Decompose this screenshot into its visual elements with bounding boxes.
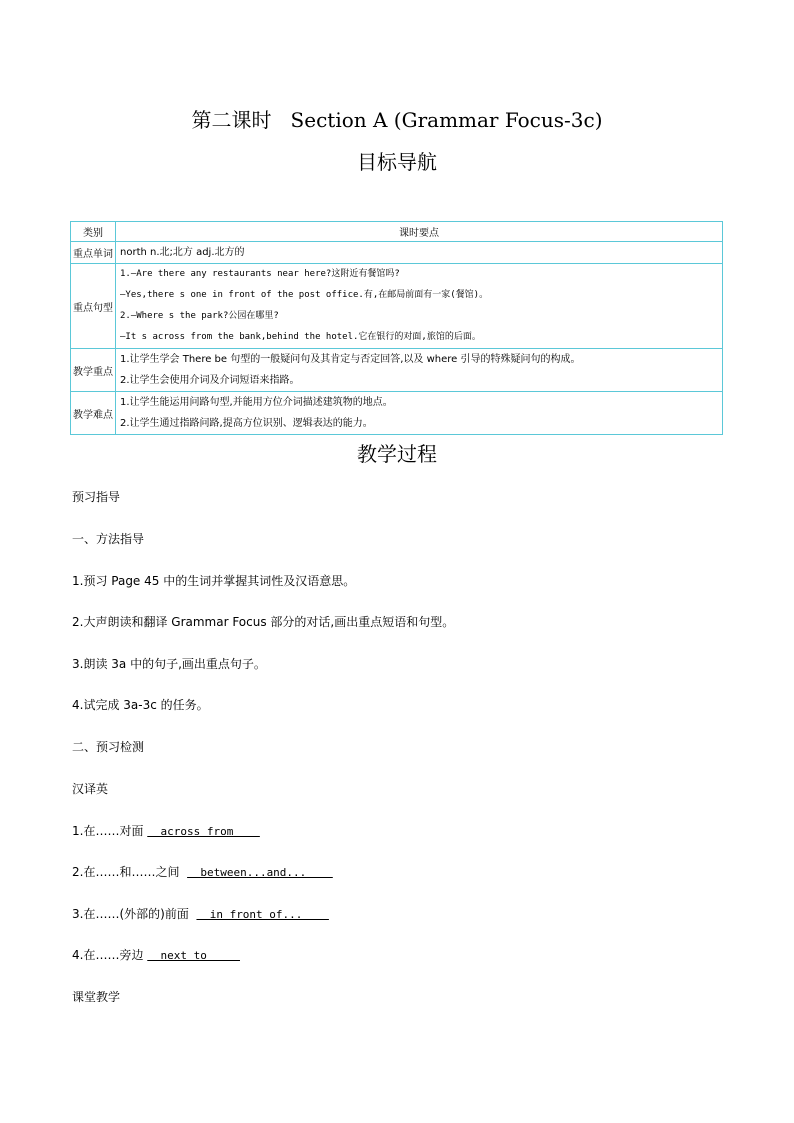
subtitle: 目标导航 [357,150,437,174]
translate-answer: between...and... [187,866,333,879]
table-header-row [71,222,723,242]
translate-item [72,822,260,839]
row-line: 1.让学生能运用问路句型,并能用方位介词描述建筑物的地点。 [120,397,393,408]
translate-answer: next to [147,949,240,962]
page-title: 第二课时 Section A (Grammar Focus-3c) [191,108,603,132]
method-item: 4.试完成 3a-3c 的任务。 [72,698,209,712]
table-row [71,264,723,349]
row-category: 重点句型 [71,264,116,349]
table-row [71,392,723,435]
translate-heading: 汉译英 [72,782,109,796]
row-category: 教学重点 [71,349,116,392]
row-content [116,242,723,264]
row-line: 1.—Are there any restaurants near here?这附近有餐馆吗? [120,269,400,279]
classroom-heading: 课堂教学 [72,990,121,1004]
translate-prompt: 4.在……旁边 [72,948,148,962]
row-line: 1.让学生学会 There be 句型的一般疑问句及其肯定与否定回答,以及 where 引导的特殊疑问句的构成。 [120,354,581,365]
check-heading: 二、预习检测 [72,740,145,754]
table-header-category: 类别 [71,222,116,242]
row-content [116,392,723,435]
translate-prompt: 1.在……对面 [72,824,148,838]
method-item: 2.大声朗读和翻译 Grammar Focus 部分的对话,画出重点短语和句型。 [72,615,455,629]
translate-item [72,905,329,922]
translate-item [72,946,240,963]
translate-answer: in front of... [196,908,329,921]
row-line: 2.让学生通过指路问路,提高方位识别、逻辑表达的能力。 [120,418,373,429]
method-item: 1.预习 Page 45 中的生词并掌握其词性及汉语意思。 [72,574,356,588]
preview-guide-heading: 预习指导 [72,490,121,504]
table-header-points: 课时要点 [116,222,723,242]
row-line: —Yes,there s one in front of the post office.有,在邮局前面有一家(餐馆)。 [120,290,489,300]
row-line: 2.让学生会使用介词及介词短语来指路。 [120,375,300,386]
method-heading: 一、方法指导 [72,532,145,546]
lesson-table [70,221,723,435]
translate-prompt: 3.在……(外部的)前面 [72,907,197,921]
table-row [71,349,723,392]
row-line: north n.北;北方 adj.北方的 [120,247,245,258]
table-row [71,242,723,264]
row-line: —It s across from the bank,behind the hotel.它在银行的对面,旅馆的后面。 [120,332,481,342]
row-line: 2.—Where s the park?公园在哪里? [120,311,279,321]
row-category: 重点单词 [71,242,116,264]
translate-prompt: 2.在……和……之间 [72,865,188,879]
translate-answer: across from [147,825,260,838]
row-category: 教学难点 [71,392,116,435]
translate-item [72,863,333,880]
row-content [116,264,723,349]
row-content [116,349,723,392]
process-heading: 教学过程 [357,442,437,466]
method-item: 3.朗读 3a 中的句子,画出重点句子。 [72,657,266,671]
